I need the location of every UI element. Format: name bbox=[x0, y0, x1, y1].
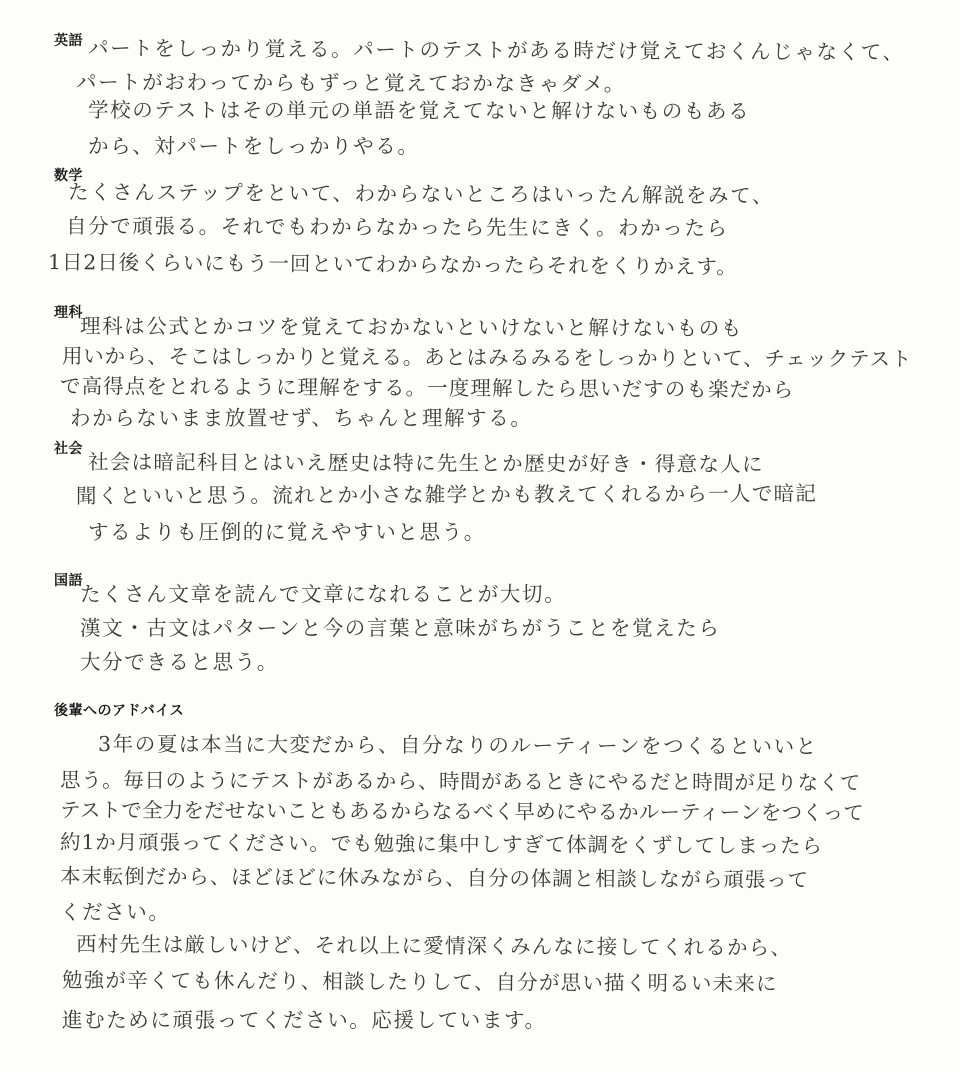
japanese-line-1: たくさん文章を読んで文章になれることが大切。 bbox=[80, 582, 567, 606]
science-line-2: 用いから、そこはしっかりと覚える。あとはみるみるをしっかりといて、チェックテスト bbox=[61, 344, 913, 371]
japanese-line-2: 漢文・古文はパターンと今の言葉と意味がちがうことを覚えたら bbox=[80, 616, 721, 640]
social-line-2: 聞くといいと思う。流れとか小さな雑学とかも教えてくれるから一人で暗記 bbox=[75, 481, 818, 508]
section-heading-math: 数学 bbox=[54, 168, 83, 184]
english-line-4: から、対パートをしっかりやる。 bbox=[88, 134, 420, 158]
section-heading-advice: 後輩へのアドバイス bbox=[54, 703, 185, 719]
math-line-1: たくさんステップをといて、わからないところはいったん解説をみて、 bbox=[67, 180, 775, 208]
english-line-2: パートがおわってからもずっと覚えておかなきゃダメ。 bbox=[75, 70, 626, 96]
english-line-3: 学校のテストはその単元の単語を覚えてないと解けないものもある bbox=[87, 98, 751, 124]
advice-line-2: 思う。毎日のようにテストがあるから、時間があるときにやるだと時間が足りなくて bbox=[59, 768, 862, 795]
advice-line-4: 約1か月頑張ってください。でも勉強に集中しすぎて体調をくずしてしまったら bbox=[59, 830, 824, 858]
math-line-3: 1日2日後くらいにもう一回といてわからなかったらそれをくりかえす。 bbox=[47, 250, 738, 279]
english-line-1: パートをしっかり覚える。パートのテストがある時だけ覚えておくんじゃなくて、 bbox=[87, 36, 905, 65]
section-heading-science: 理科 bbox=[54, 305, 83, 321]
section-heading-english: 英語 bbox=[54, 33, 83, 49]
advice-line-5: 本末転倒だから、ほどほどに休みながら、自分の体調と相談しながら頑張って bbox=[59, 864, 810, 892]
science-line-1: 理科は公式とかコツを覚えておかないといけないと解けないものも bbox=[79, 314, 744, 341]
advice-line-6: ください。 bbox=[60, 900, 171, 924]
social-line-1: 社会は暗記科目とはいえ歴史は特に先生とか歴史が好き・得意な人に bbox=[87, 450, 764, 477]
math-line-2: 自分で頑張る。それでもわからなかったら先生にきく。わかったら bbox=[65, 214, 729, 241]
social-line-3: するよりも圧倒的に覚えやすいと思う。 bbox=[88, 520, 486, 544]
section-heading-social: 社会 bbox=[54, 441, 83, 457]
science-line-4: わからないまま放置せず、ちゃんと理解する。 bbox=[70, 406, 533, 430]
section-heading-japanese: 国語 bbox=[54, 573, 83, 589]
advice-line-8: 勉強が辛くても休んだり、相談したりして、自分が思い描く明るい未来に bbox=[61, 968, 778, 996]
advice-line-1: 3年の夏は本当に大変だから、自分なりのルーティーンをつくるといいと bbox=[97, 732, 818, 759]
advice-line-7: 西村先生は厳しいけど、それ以上に愛情深くみんなに接してくれるから、 bbox=[75, 932, 793, 960]
advice-line-9: 進むために頑張ってください。応援しています。 bbox=[62, 1008, 547, 1032]
science-line-3: で高得点をとれるように理解をする。一度理解したら思いだすのも楽だから bbox=[59, 374, 795, 402]
advice-line-3: テストで全力をだせないこともあるからなるべく早めにやるかルーティーンをつくって bbox=[59, 798, 865, 825]
japanese-line-3: 大分できると思う。 bbox=[80, 650, 279, 674]
